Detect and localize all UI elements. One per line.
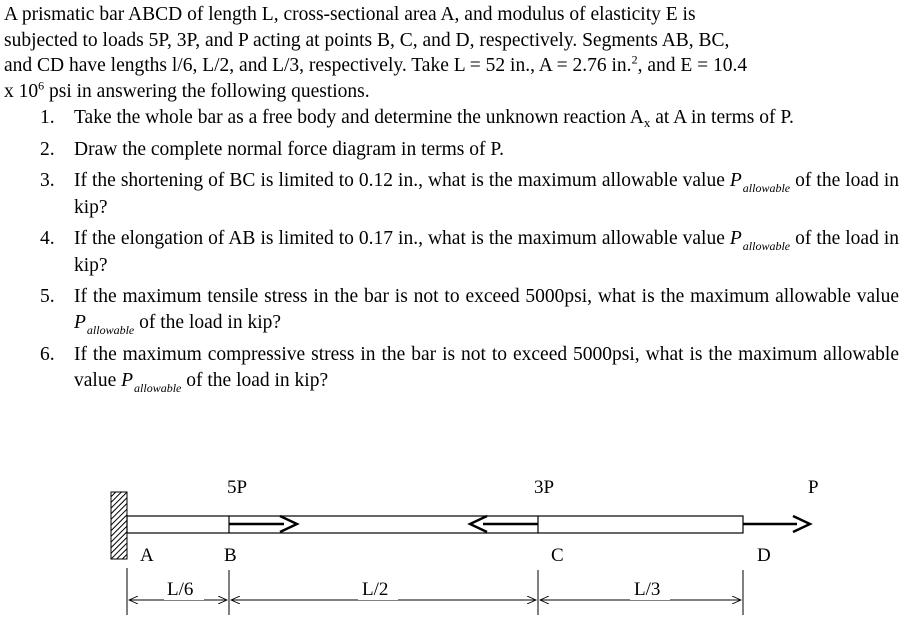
problem-statement xyxy=(4,2,899,104)
question-4: 4. If the elongation of AB is limited to 0.17 in., what is the maximum allowable value $P_{allowable}$ of the load in kip? xyxy=(40,228,899,276)
dim-label-bc: L/2 xyxy=(362,579,389,600)
point-label-a: A xyxy=(140,545,154,566)
load-label-3p: 3P xyxy=(534,477,555,498)
prismatic-bar xyxy=(127,516,743,533)
question-2: 2. Draw the complete normal force diagram in terms of P. xyxy=(40,139,504,160)
question-3: 3. If the shortening of BC is limited to 0.12 in., what is the maximum allowable value $P_{allowable}$ of the load in kip? xyxy=(40,170,899,218)
point-label-b: B xyxy=(224,545,237,566)
intro-line-1: A prismatic bar ABCD of length L, cross-sectional area A, and modulus of elasticity E is xyxy=(4,4,696,25)
load-label-5p: 5P xyxy=(227,477,248,498)
point-label-d: D xyxy=(757,545,771,566)
load-arrow-p xyxy=(743,516,810,532)
question-list xyxy=(0,105,899,400)
load-label-p: P xyxy=(808,477,819,498)
bar-diagram xyxy=(0,460,903,624)
point-label-c: C xyxy=(551,545,564,566)
dim-label-ab: L/6 xyxy=(167,579,194,600)
intro-line-2: subjected to loads 5P, 3P, and P acting at points B, C, and D, respectively. Segments AB, BC, xyxy=(4,29,730,51)
question-6: 6. If the maximum compressive stress in the bar is not to exceed 5000psi, what is the maximum allowable value $P_{allowable}$ of the load in kip? xyxy=(40,344,899,395)
question-5: 5. If the maximum tensile stress in the bar is not to exceed 5000psi, what is the maximum allowable value $P_{allowable}$ of the load in kip? xyxy=(40,286,899,337)
dim-label-cd: L/3 xyxy=(634,579,661,600)
wall-support xyxy=(111,492,127,559)
question-1: 1. Take the whole bar as a free body and determine the unknown reaction $A_x$ at A in terms of P. xyxy=(40,107,794,130)
intro-line-3: and CD have lengths l/6, L/2, and L/3, respectively. Take L = 52 in., A = 2.76 in.$^2$, and E = 10.4 xyxy=(4,52,748,76)
intro-line-4: x $10^6$ psi in answering the following questions. xyxy=(4,78,370,102)
